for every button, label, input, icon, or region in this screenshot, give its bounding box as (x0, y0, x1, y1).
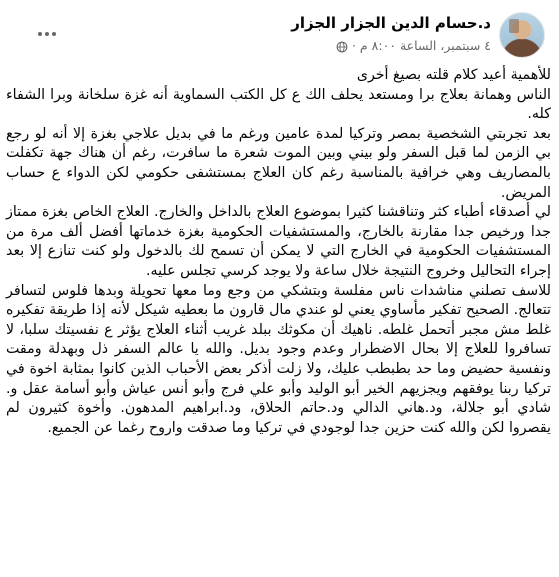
post-paragraph: بعد تجربتي الشخصية بمصر وتركيا لمدة عامين ورغم ما في بديل علاجي بغزة إلا أنه لو رجع بي الزمن لما قبل السفر ولو بيني وبين الموت شعرة ما سافرت، رغم أن هناك جهة تكفلت بالمصاريف وهي خرافية بالمناسبة رغم كان العلاج بمستشفى حكومي لكن الدواء ع حساب المريض. (6, 125, 551, 201)
post-paragraph: للأهمية أعيد كلام قلته بصيغ أخرى (356, 67, 551, 83)
post-date[interactable]: ٤ سبتمبر، الساعة ٨:٠٠ م (359, 38, 491, 53)
globe-icon[interactable] (336, 38, 348, 53)
more-options-icon[interactable] (32, 24, 62, 44)
more-dot (38, 32, 42, 36)
avatar-picture-frame (509, 19, 519, 33)
post-paragraph: الناس وهمانة بعلاج برا ومستعد يحلف الك ع كل الكتب السماوية أنه غزة سلخانة وبرا الشفاء كله. (6, 86, 551, 123)
post-header (14, 10, 545, 60)
meta-separator: · (351, 38, 356, 53)
post-paragraph: للاسف تصلني مناشدات ناس مفلسة وبتشكي من وجع وما معها تحويلة وبدها فلوس لتسافر تتعالج. الصحيح تفكير مأساوي يعني لو عندي مال قارون ما بعطيه شيكل لأنه إذا طريقة تفكيره غلط مش مجبر أتحمل غلطه. ناهيك أن مكوثك ببلد غريب أثناء العلاج يؤثر ع نفسيتك سلبا، لا تسافروا للعلاج إلا بحال الاضطرار وعدم وجود بديل. والله يا عالم السفر ذل وبهدلة ومقت ونفسية حضيض وما حد بطبطب عليك، ولا زلت أذكر بعض الأحباب الذين كانوا بمثابة اخوة في تركيا ربنا يوفقهم ويجزيهم الخير أبو الوليد وأبو علي فرج وأبو أنس عياش وأبو أسامة عقل و. شادي أبو جلالة، ود.هاني الدالي ود.حاتم الحلاق، ود.ابراهيم المدهون. وأخوة كثيرون لم يقصروا لكن والله كنت حزين جدا لوجودي في تركيا وما صدقت واروح رغما عن الجميع. (6, 282, 551, 436)
author-name[interactable]: د.حسام الدين الجزار الجزار (291, 14, 491, 32)
post-text (6, 66, 551, 438)
author-avatar[interactable] (499, 12, 545, 58)
post-meta (336, 38, 491, 53)
post-paragraph: لي أصدقاء أطباء كثر وتناقشنا كثيرا بموضوع العلاج بالداخل والخارج. العلاج الخاص بغزة ممتاز جدا ورخيص جدا مقارنة بالخارج، والمستشفيات الحكومية بغزة خدماتها أفضل ألف مرة من المستشفيات الحكومية في الخارج التي لا يمكن أن تسمح لك بالدخول ولو كنت تنازع إلا بعد إجراء التحاليل وخروج النتيجة خلال ساعة ولا يوجد كرسي تجلس عليه. (6, 204, 551, 279)
more-dot (52, 32, 56, 36)
more-dot (45, 32, 49, 36)
